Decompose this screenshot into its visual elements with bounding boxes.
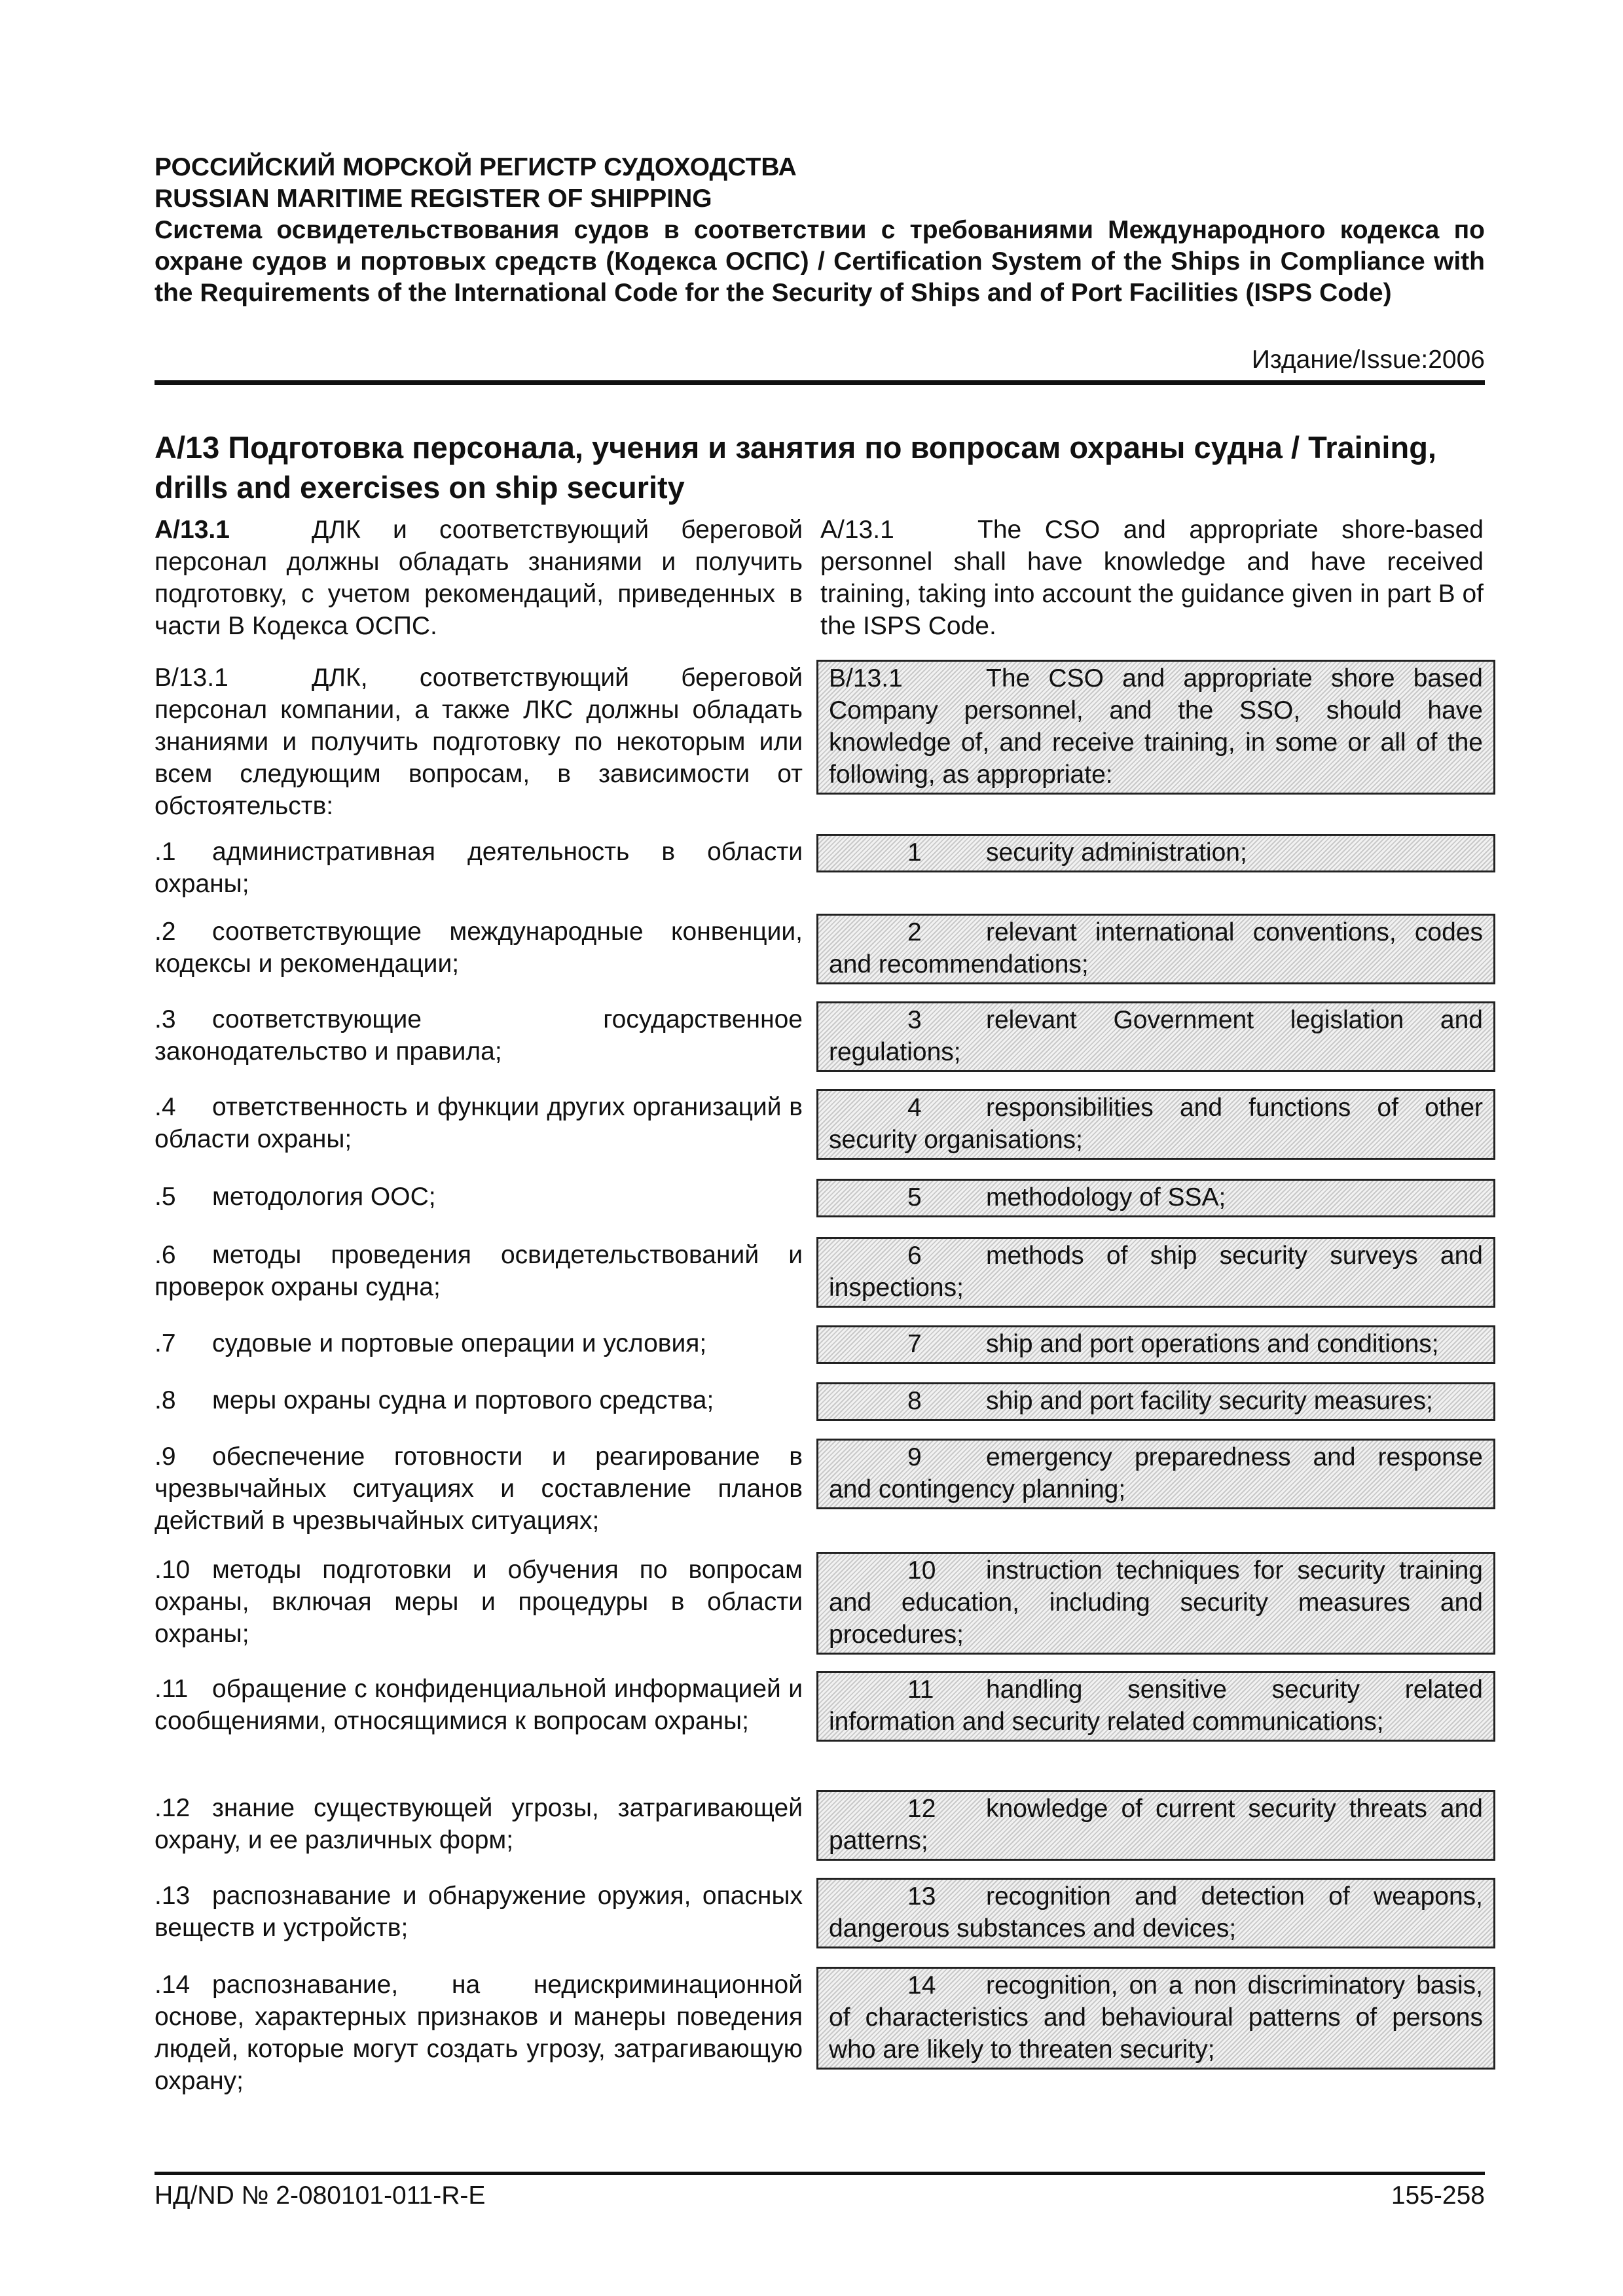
item-text: handling sensitive security related information and security related communications;: [829, 1676, 1483, 1736]
list-item-en: [816, 1439, 1495, 1509]
list-item-ru: [155, 916, 803, 980]
page-number: 155-258: [1391, 2181, 1485, 2210]
paragraph-ru: [155, 662, 803, 822]
item-number: .1: [155, 838, 176, 866]
list-item-ru: [155, 1384, 803, 1416]
item-number: 6: [907, 1242, 922, 1270]
list-item-en: [816, 1382, 1495, 1421]
item-number: 1: [907, 838, 922, 867]
item-number: .6: [155, 1241, 176, 1269]
list-item-ru: [155, 1441, 803, 1537]
item-number: .8: [155, 1386, 176, 1414]
item-number: 11: [907, 1676, 934, 1704]
list-item-en: [816, 834, 1495, 872]
item-number: 2: [907, 918, 922, 946]
register-name-ru: РОССИЙСКИЙ МОРСКОЙ РЕГИСТР СУДОХОДСТВА: [155, 153, 797, 181]
item-text: соответствующие государственное законодательство и правила;: [155, 1005, 803, 1066]
item-text: распознавание и обнаружение оружия, опасных веществ и устройств;: [155, 1882, 803, 1942]
item-text: распознавание, на недискриминационной основе, характерных признаков и манеры поведения людей, которые могут создать угрозу, затрагивающую охрану;: [155, 1971, 803, 2095]
list-item-en: [816, 914, 1495, 984]
item-text: methodology of SSA;: [986, 1183, 1226, 1211]
item-text: методы проведения освидетельствований и проверок охраны судна;: [155, 1241, 803, 1301]
paragraph-text: ДЛК и соответствующий береговой персонал должны обладать знаниями и получить подготовку, с учетом рекомендаций, приведенных в части В Кодекса ОСПС.: [155, 516, 803, 640]
item-text: recognition, on a non discriminatory basis, of characteristics and behavioural patterns of persons who are likely to threaten security;: [829, 1971, 1483, 2064]
item-number: 4: [907, 1094, 922, 1122]
paragraph-ru: [155, 514, 803, 642]
section-title: А/13 Подготовка персонала, учения и занятия по вопросам охраны судна / Training, drills and exercises on ship security: [155, 430, 1436, 505]
item-number: .9: [155, 1443, 176, 1471]
paragraph-text: The CSO and appropriate shore based Company personnel, and the SSO, should have knowledge of, and receive training, in some or all of the following, as appropriate:: [829, 664, 1483, 789]
item-text: instruction techniques for security training and education, including security measures and procedures;: [829, 1556, 1483, 1649]
item-number: .10: [155, 1556, 191, 1584]
item-text: knowledge of current security threats and patterns;: [829, 1795, 1483, 1855]
item-number: .13: [155, 1882, 191, 1910]
item-number: .5: [155, 1183, 176, 1211]
list-item-ru: [155, 1327, 803, 1359]
list-item-en: [816, 1237, 1495, 1308]
item-text: соответствующие международные конвенции, кодексы и рекомендации;: [155, 918, 803, 978]
list-item-en: [816, 1325, 1495, 1364]
list-item-ru: [155, 1091, 803, 1155]
list-item-ru: [155, 1673, 803, 1737]
item-number: 7: [907, 1330, 922, 1358]
register-name-en: RUSSIAN MARITIME REGISTER OF SHIPPING: [155, 185, 712, 213]
paragraph-tag: В/13.1: [155, 664, 228, 692]
item-text: relevant Government legislation and regulations;: [829, 1006, 1483, 1066]
list-item-ru: [155, 1181, 803, 1213]
paragraph-tag: B/13.1: [829, 664, 903, 692]
list-item-ru: [155, 1554, 803, 1650]
list-item-en: [816, 1878, 1495, 1948]
paragraph-en-highlighted: [816, 660, 1495, 795]
item-text: emergency preparedness and response and contingency planning;: [829, 1443, 1483, 1503]
item-text: methods of ship security surveys and inspections;: [829, 1242, 1483, 1302]
item-text: обращение с конфиденциальной информацией и сообщениями, относящимися к вопросам охраны;: [155, 1675, 803, 1735]
item-number: 3: [907, 1006, 922, 1034]
list-item-en: [816, 1552, 1495, 1655]
item-text: обеспечение готовности и реагирование в чрезвычайных ситуациях и составление планов действий в чрезвычайных ситуациях;: [155, 1443, 803, 1535]
list-item-en: [816, 1179, 1495, 1217]
list-item-en: [816, 1001, 1495, 1072]
item-number: .7: [155, 1329, 176, 1357]
item-number: .2: [155, 918, 176, 946]
item-text: судовые и портовые операции и условия;: [212, 1329, 707, 1357]
list-item-en: [816, 1089, 1495, 1160]
item-number: 14: [907, 1971, 936, 2000]
issue-label: Издание/Issue:2006: [1251, 346, 1485, 374]
list-item-en: [816, 1671, 1495, 1742]
item-number: 10: [907, 1556, 936, 1585]
item-text: security administration;: [986, 838, 1247, 867]
list-item-ru: [155, 1880, 803, 1944]
paragraph-text: ДЛК, соответствующий береговой персонал компании, а также ЛКС должны обладать знаниями и получить подготовку по некоторым или всем следующим вопросам, в зависимости от обстоятельств:: [155, 664, 803, 820]
item-text: ship and port operations and conditions;: [986, 1330, 1439, 1358]
list-item-ru: [155, 1239, 803, 1303]
document-number: НД/ND № 2-080101-011-R-E: [155, 2181, 486, 2210]
page-footer: [155, 2181, 1485, 2211]
system-title: Система освидетельствования судов в соответствии с требованиями Международного кодекса по охране судов и портовых средств (Кодекса ОСПС) / Certification System of the Ships in Compliance with the Requirements of the International Code for the Security of Ships and of Port Facilities (ISPS Code): [155, 216, 1485, 307]
item-text: recognition and detection of weapons, dangerous substances and devices;: [829, 1882, 1483, 1943]
item-number: 8: [907, 1387, 922, 1415]
item-number: 12: [907, 1795, 936, 1823]
item-text: ответственность и функции других организаций в области охраны;: [155, 1093, 803, 1153]
list-item-ru: [155, 1969, 803, 2097]
paragraph-tag: А/13.1: [155, 516, 230, 544]
item-number: .11: [155, 1675, 189, 1703]
list-item-en: [816, 1967, 1495, 2070]
paragraph-text: The CSO and appropriate shore-based personnel shall have knowledge and have received training, taking into account the guidance given in part B of the ISPS Code.: [820, 516, 1484, 640]
list-item-ru: [155, 1792, 803, 1856]
document-header: [155, 152, 1485, 309]
list-item-en: [816, 1790, 1495, 1861]
item-number: 13: [907, 1882, 936, 1910]
item-text: relevant international conventions, codes and recommendations;: [829, 918, 1483, 978]
item-text: знание существующей угрозы, затрагивающей охрану, и ее различных форм;: [155, 1794, 803, 1854]
item-text: методы подготовки и обучения по вопросам охраны, включая меры и процедуры в области охраны;: [155, 1556, 803, 1648]
item-text: административная деятельность в области охраны;: [155, 838, 803, 898]
item-number: .14: [155, 1971, 191, 1999]
list-item-ru: [155, 836, 803, 900]
item-number: .3: [155, 1005, 176, 1033]
item-number: .12: [155, 1794, 191, 1822]
footer-divider: [155, 2172, 1485, 2175]
item-number: .4: [155, 1093, 176, 1121]
item-number: 9: [907, 1443, 922, 1471]
item-text: responsibilities and functions of other security organisations;: [829, 1094, 1483, 1154]
item-text: методология ООС;: [212, 1183, 436, 1211]
header-divider: [155, 380, 1485, 385]
paragraph-tag: A/13.1: [820, 516, 894, 544]
item-text: меры охраны судна и портового средства;: [212, 1386, 714, 1414]
item-text: ship and port facility security measures;: [986, 1387, 1433, 1415]
list-item-ru: [155, 1003, 803, 1067]
paragraph-en: [820, 514, 1484, 642]
item-number: 5: [907, 1183, 922, 1211]
